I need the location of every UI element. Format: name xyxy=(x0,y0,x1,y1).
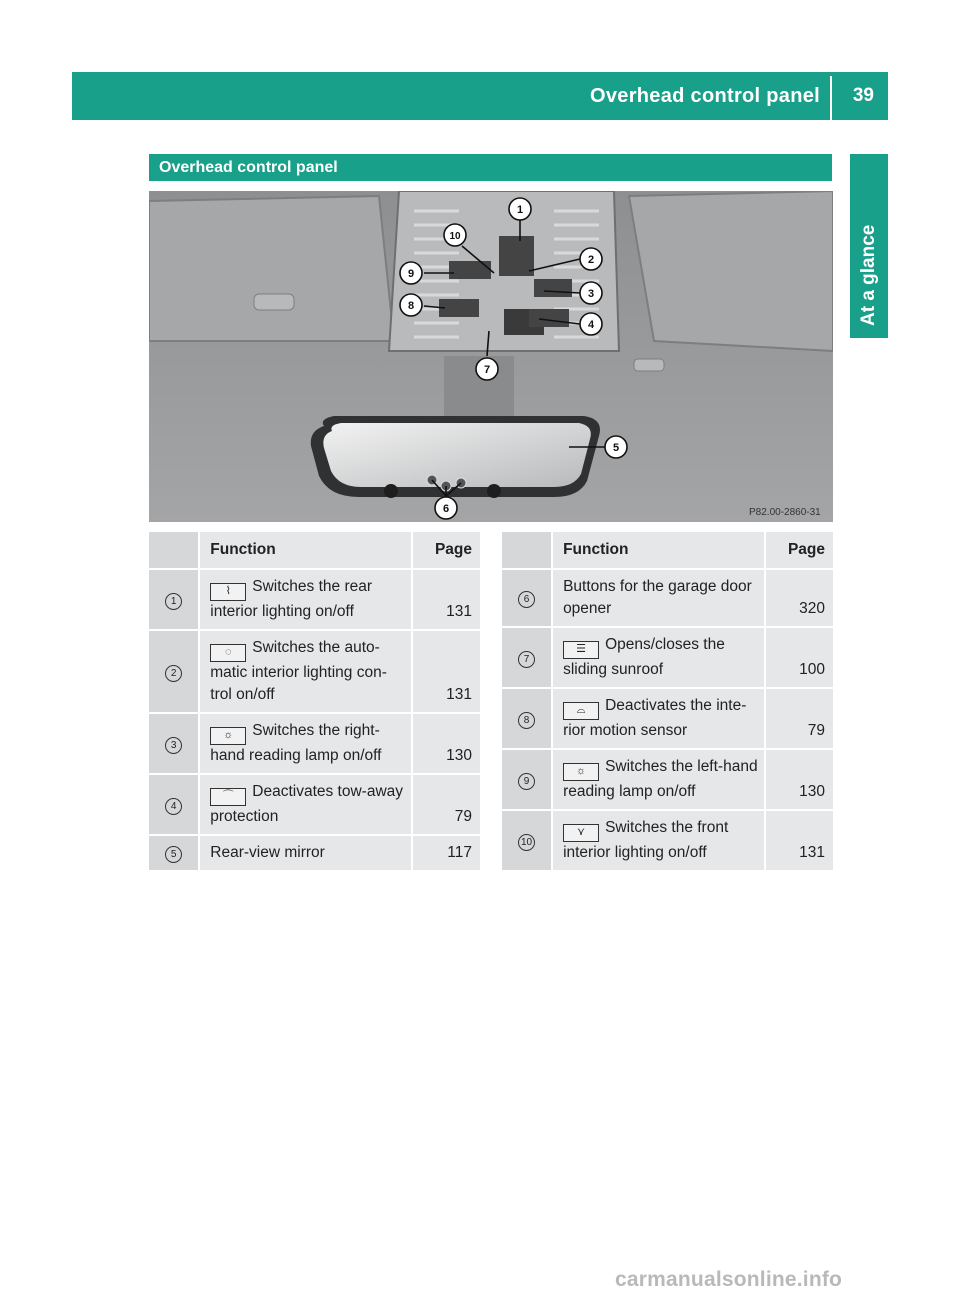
svg-text:6: 6 xyxy=(442,503,450,515)
svg-text:4: 4 xyxy=(587,319,595,331)
function-text: Opens/closes the sliding sunroof xyxy=(563,636,725,678)
svg-text:7: 7 xyxy=(483,364,491,376)
page-column-header: Page xyxy=(413,532,480,568)
callout-7 xyxy=(476,358,498,380)
page-ref: 130 xyxy=(413,714,480,773)
function-text: Deactivates the inte-rior motion sensor xyxy=(563,697,747,739)
function-table-right xyxy=(502,530,833,872)
tow-away-protection-off-icon: ⌒ xyxy=(210,788,246,806)
svg-text:1: 1 xyxy=(516,204,524,216)
page-ref: 131 xyxy=(766,811,833,870)
page-ref: 79 xyxy=(413,775,480,834)
function-column-header: Function xyxy=(551,532,766,568)
function-text: Switches the auto-matic interior lighting con-trol on/off xyxy=(210,639,387,703)
table-row xyxy=(149,714,480,773)
table-row xyxy=(502,750,833,809)
page-ref: 79 xyxy=(766,689,833,748)
function-column-header: Function xyxy=(198,532,413,568)
item-number: 8 xyxy=(518,712,535,729)
reading-lamp-icon: ☼ xyxy=(563,763,599,781)
page-ref: 320 xyxy=(766,570,833,626)
page-column-header: Page xyxy=(766,532,833,568)
svg-text:2: 2 xyxy=(587,254,595,266)
function-text: Buttons for the garage door opener xyxy=(563,578,752,617)
chapter-tab xyxy=(850,154,888,338)
watermark: carmanualsonline.info xyxy=(615,1268,843,1291)
table-row xyxy=(149,775,480,834)
callout-2 xyxy=(580,248,602,270)
table-row xyxy=(149,570,480,629)
callout-10 xyxy=(444,224,466,246)
item-number: 2 xyxy=(165,665,182,682)
callout-1 xyxy=(509,198,531,220)
function-text: Switches the rear interior lighting on/off xyxy=(210,578,373,620)
item-number: 4 xyxy=(165,798,182,815)
item-number: 9 xyxy=(518,773,535,790)
table-row xyxy=(149,836,480,870)
svg-text:10: 10 xyxy=(449,231,461,242)
table-row xyxy=(502,811,833,870)
callout-5 xyxy=(605,436,627,458)
svg-text:9: 9 xyxy=(407,268,415,280)
section-heading xyxy=(149,154,832,181)
item-number: 1 xyxy=(165,593,182,610)
page-ref: 131 xyxy=(413,570,480,629)
rear-interior-light-icon: ⌇ xyxy=(210,583,246,601)
header-divider xyxy=(830,76,832,120)
image-code: P82.00-2860-31 xyxy=(749,507,821,518)
interior-motion-sensor-off-icon: ⌓ xyxy=(563,702,599,720)
function-text: Switches the front interior lighting on/off xyxy=(563,819,729,861)
item-number: 10 xyxy=(518,834,535,851)
page-ref: 130 xyxy=(766,750,833,809)
section-title: Overhead control panel xyxy=(159,159,338,176)
page-ref: 100 xyxy=(766,628,833,687)
function-text: Switches the right-hand reading lamp on/off xyxy=(210,722,382,764)
page-ref: 117 xyxy=(413,836,480,870)
table-row xyxy=(149,631,480,712)
reading-lamp-icon: ☼ xyxy=(210,727,246,745)
page-header-title: Overhead control panel xyxy=(590,85,820,107)
item-number: 3 xyxy=(165,737,182,754)
item-number: 5 xyxy=(165,846,182,863)
num-column-header xyxy=(149,532,198,568)
sunroof-icon: ☰ xyxy=(563,641,599,659)
table-row xyxy=(502,628,833,687)
function-text: Rear-view mirror xyxy=(210,844,325,861)
callout-9 xyxy=(400,262,422,284)
svg-text:3: 3 xyxy=(587,288,595,300)
page-ref: 131 xyxy=(413,631,480,712)
svg-text:8: 8 xyxy=(407,300,415,312)
num-column-header xyxy=(502,532,551,568)
function-table-left xyxy=(149,530,480,872)
chapter-tab-label: At a glance xyxy=(858,224,879,326)
item-number: 7 xyxy=(518,651,535,668)
table-row xyxy=(502,570,833,626)
callout-6 xyxy=(435,497,457,519)
page-number: 39 xyxy=(852,85,874,106)
callout-3 xyxy=(580,282,602,304)
table-row xyxy=(502,689,833,748)
auto-interior-light-off-icon: ◌ xyxy=(210,644,246,662)
function-text: Deactivates tow-away protection xyxy=(210,783,404,825)
front-interior-light-icon: ⋎ xyxy=(563,824,599,842)
item-number: 6 xyxy=(518,591,535,608)
svg-text:5: 5 xyxy=(612,442,620,454)
callout-4 xyxy=(580,313,602,335)
page-header xyxy=(72,72,888,120)
callout-8 xyxy=(400,294,422,316)
function-text: Switches the left-hand reading lamp on/off xyxy=(563,758,758,800)
overhead-panel-photo xyxy=(149,191,833,522)
